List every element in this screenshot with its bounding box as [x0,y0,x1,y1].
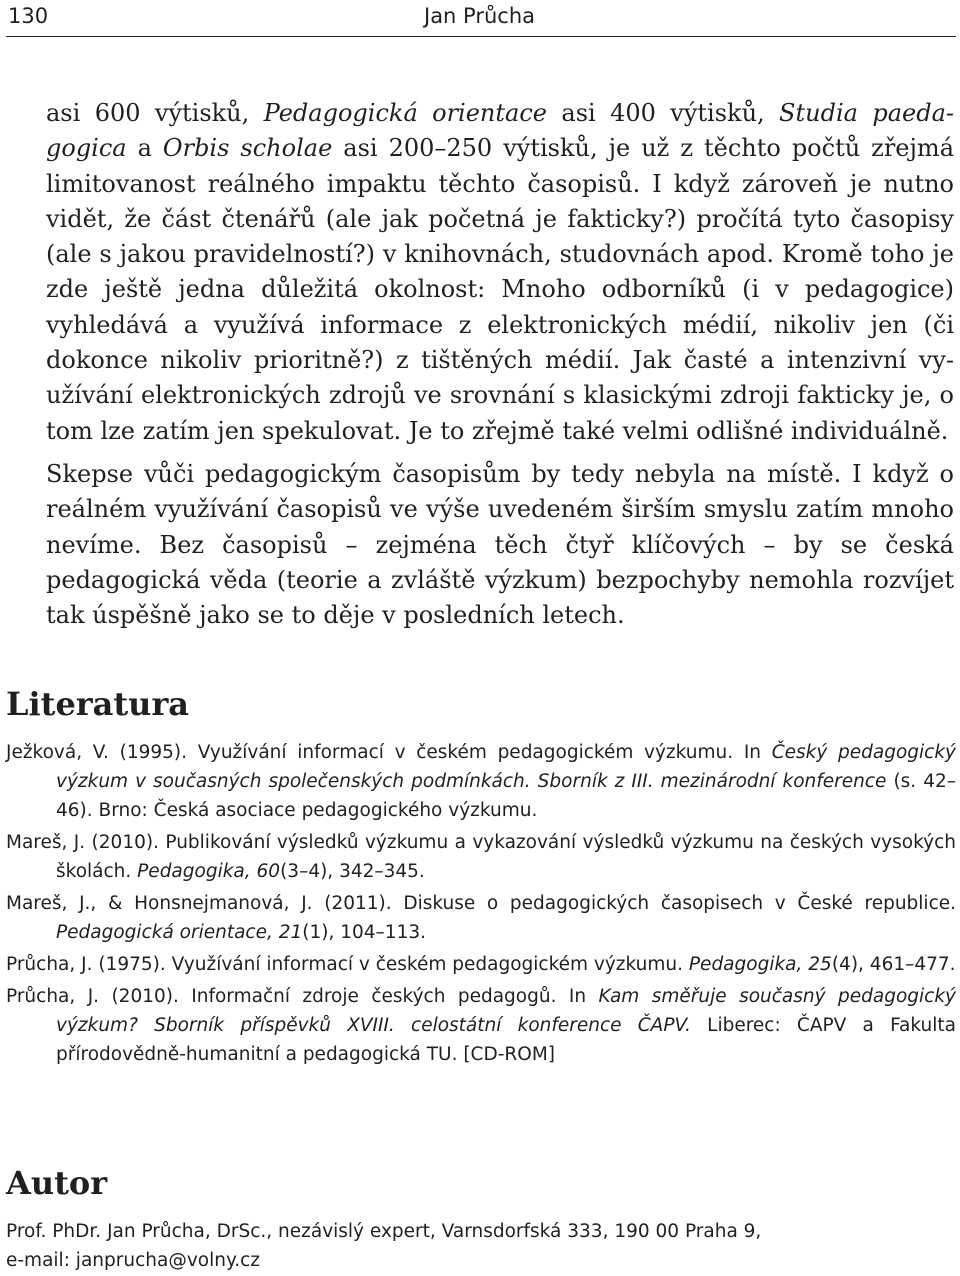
text-run: Liberec: ČAPV a Fakulta přírodovědně-humanitní a pedagogická TU. [CD-ROM] [56,1015,956,1065]
italic-run: Pedagogická orientace, 21 [56,922,303,943]
text-run: Ježková, V. (1995). Využívání informací v českém pedagogickém výzkumu. In [6,742,772,763]
author-affiliation: Prof. PhDr. Jan Průcha, DrSc., nezávislý expert, Varnsdorfská 333, 190 00 Praha 9, [6,1221,762,1242]
paragraph-1 [46,96,954,449]
running-head: Jan Průcha [424,4,536,28]
author-email: e-mail: janprucha@volny.cz [6,1250,261,1271]
author-info [6,1217,956,1275]
italic-run: Český pedagogický výzkum v současných společenských podmínkách. Sborník z III. mezinárodní konference [56,742,956,792]
text-run: Mareš, J. (2010). Publikování výsledků výzkumu a vykazování výsledků výzkumu na českých vysokých školách. [6,832,956,882]
text-run: Průcha, J. (1975). Využívání informací v českém pedagogickém výzkumu. [6,954,689,975]
reference-list [6,738,956,1072]
page-number: 130 [8,4,49,28]
text-run: asi 600 výtisků, [46,99,264,127]
text-run: (s. 42–46). Brno: Česká asociace pedagogického výzkumu. [56,771,956,821]
page-header [6,0,956,37]
italic-run: Pedagogika, 25 [688,954,832,975]
reference-item [6,950,956,979]
paragraph-2: Skepse vůči pedagogickým časopisům by tedy nebyla na místě. I když o reálném využívání časopisů ve výše uvedeném širším smyslu zatím mnoho nevíme. Bez časopisů – zejména těch čtyř klíčových – by se česká pedagogická věda (teorie a zvláště výzkum) bezpochyby nemohla rozvíjet tak úspěšně jako se to děje v posledních letech. [46,459,954,630]
italic-run: Kam směřuje současný pedagogický výzkum? Sborník příspěvků XVIII. celostátní konference ČAPV. [56,986,956,1036]
text-run: a [126,134,163,163]
reference-item [6,738,956,825]
text-run: Mareš, J., & Honsnejmanová, J. (2011). Diskuse o pedagogických časopisech v České republice. [6,893,956,914]
reference-item [6,828,956,886]
reference-item [6,982,956,1069]
section-heading-autor: Autor [6,1164,108,1202]
section-heading-literatura: Literatura [6,685,190,723]
italic-run: Orbis scholae [162,134,333,163]
italic-run: Pedagogická orientace [263,99,547,127]
text-run: (1), 104–113. [302,922,426,943]
body-text [46,96,954,633]
reference-item [6,889,956,947]
italic-run: Pedagogika, 60 [137,861,281,882]
italic-run: Studia paedagogica [46,99,954,163]
text-run: (4), 461–477. [831,954,956,975]
text-run: asi 400 výtisků, [547,99,780,127]
text-run: asi 200–250 výtisků, je už z těchto počtů zřejmá limitovanost reálného impaktu těchto časopisů. I když zároveň je nutno vidět, že část čtenářů (ale jak početná je fakticky?) pročítá tyto časopisy (ale s jakou pravidelností?) v knihovnách, studovnách apod. Kromě toho je zde ještě jedna důležitá okolnost: Mnoho odborníků (i v pedagogice) vyhledává a využívá informace z elektronických médií, nikoliv jen (či dokonce nikoliv prioritně?) z tištěných médií. Jak časté a intenzivní využívání elektronických zdrojů ve srovnání s klasickými zdroji fakticky je, o tom lze zatím jen spekulovat. Je to zřejmě také velmi odlišné individuálně. [46,134,954,445]
text-run: Průcha, J. (2010). Informační zdroje českých pedagogů. In [6,986,599,1007]
text-run: (3–4), 342–345. [280,861,425,882]
